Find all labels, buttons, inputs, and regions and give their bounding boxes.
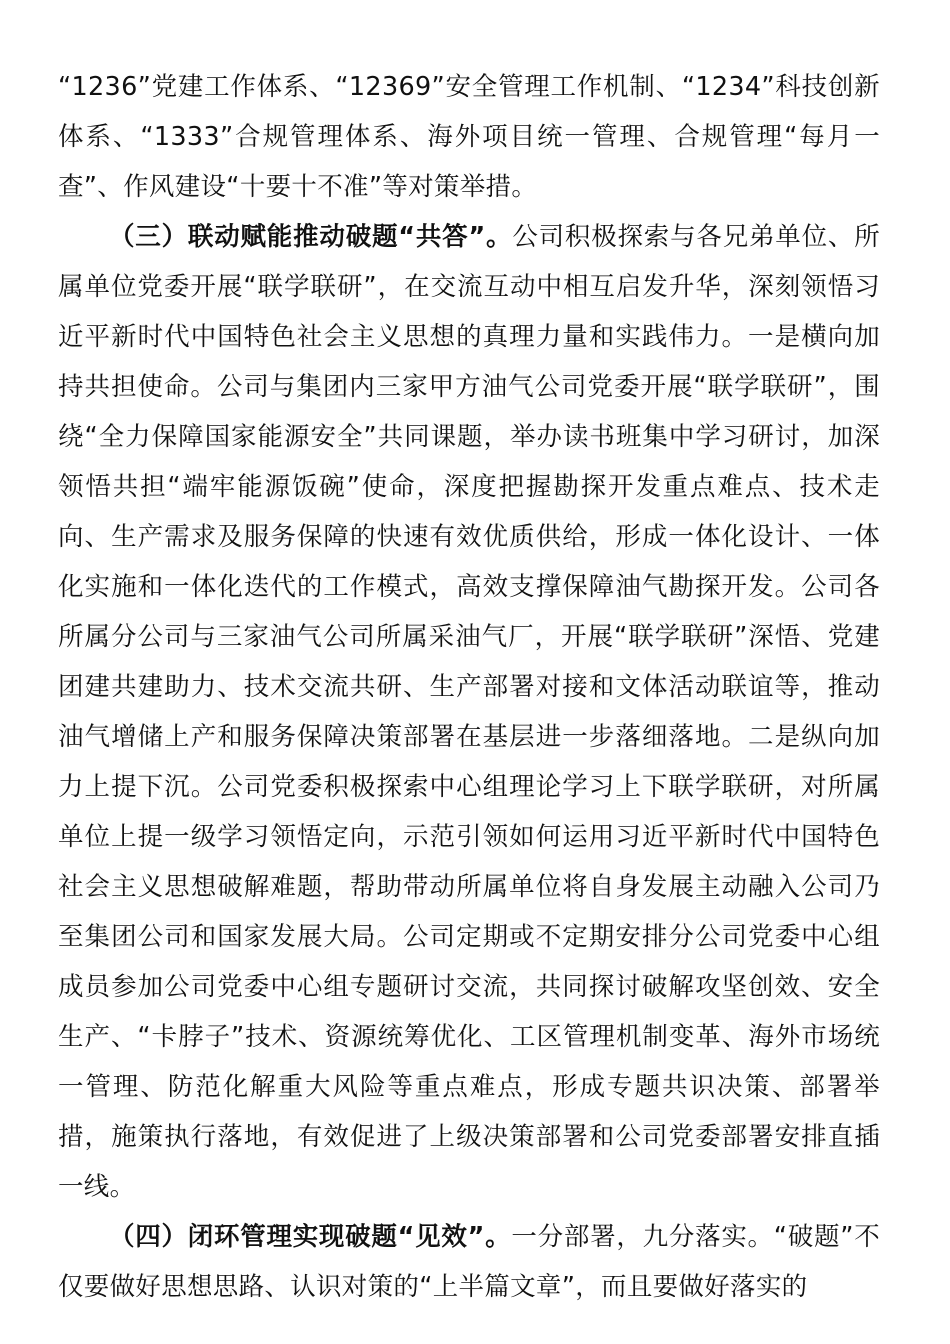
section-heading: （四）闭环管理实现破题“见效”。 bbox=[109, 1222, 512, 1252]
paragraph-section-three bbox=[58, 212, 880, 1212]
paragraph-body: “1236”党建工作体系、“12369”安全管理工作机制、“1234”科技创新体系、“1333”合规管理体系、海外项目统一管理、合规管理“每月一查”、作风建设“十要十不准”等对策举措。 bbox=[58, 72, 880, 202]
paragraph-body: 公司积极探索与各兄弟单位、所属单位党委开展“联学联研”，在交流互动中相互启发升华，深刻领悟习近平新时代中国特色社会主义思想的真理力量和实践伟力。一是横向加持共担使命。公司与集团内三家甲方油气公司党委开展“联学联研”，围绕“全力保障国家能源安全”共同课题，举办读书班集中学习研讨，加深领悟共担“端牢能源饭碗”使命，深度把握勘探开发重点难点、技术走向、生产需求及服务保障的快速有效优质供给，形成一体化设计、一体化实施和一体化迭代的工作模式，高效支撑保障油气勘探开发。公司各所属分公司与三家油气公司所属采油气厂，开展“联学联研”深悟、党建团建共建助力、技术交流共研、生产部署对接和文体活动联谊等，推动油气增储上产和服务保障决策部署在基层进一步落细落地。二是纵向加力上提下沉。公司党委积极探索中心组理论学习上下联学联研，对所属单位上提一级学习领悟定向，示范引领如何运用习近平新时代中国特色社会主义思想破解难题，帮助带动所属单位将自身发展主动融入公司乃至集团公司和国家发展大局。公司定期或不定期安排分公司党委中心组成员参加公司党委中心组专题研讨交流，共同探讨破解攻坚创效、安全生产、“卡脖子”技术、资源统筹优化、工区管理机制变革、海外市场统一管理、防范化解重大风险等重点难点，形成专题共识决策、部署举措，施策执行落地，有效促进了上级决策部署和公司党委部署安排直插一线。 bbox=[58, 222, 880, 1202]
paragraph-continuation bbox=[58, 62, 880, 212]
paragraph-section-four bbox=[58, 1212, 880, 1312]
paragraph-body: 一分部署，九分落实。“破题”不仅要做好思想思路、认识对策的“上半篇文章”，而且要做好落实的 bbox=[58, 1222, 880, 1302]
document-page bbox=[58, 62, 880, 1312]
section-heading: （三）联动赋能推动破题“共答”。 bbox=[109, 222, 513, 252]
